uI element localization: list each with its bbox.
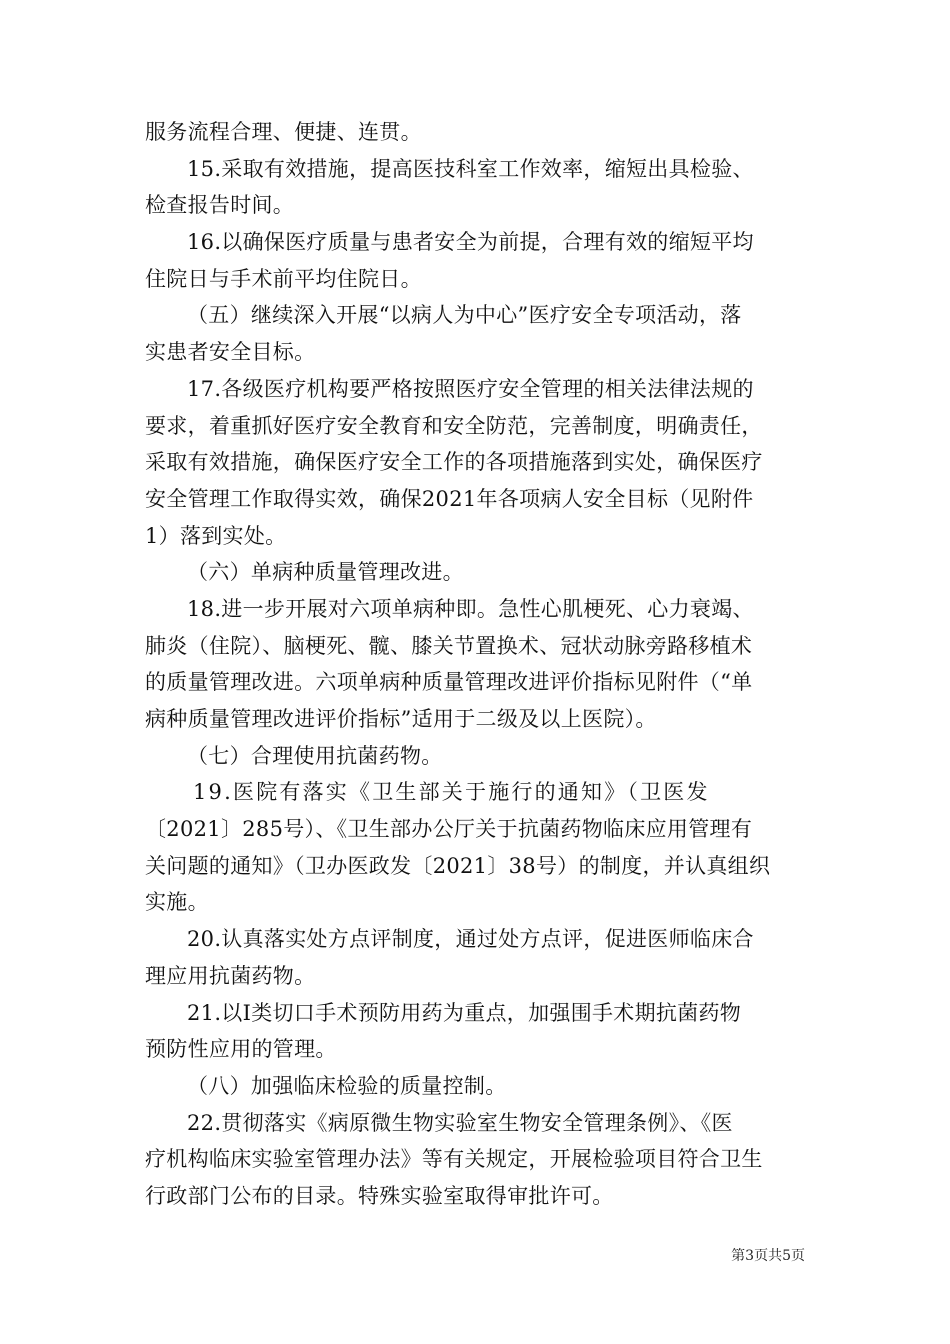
text-line: 的质量管理改进。六项单病种质量管理改进评价指标见附件（“单 bbox=[145, 670, 753, 695]
text-line: 实施。 bbox=[145, 890, 209, 915]
text-line: 肺炎（住院）、脑梗死、髋、膝关节置换术、冠状动脉旁路移植术 bbox=[145, 633, 753, 658]
document-body bbox=[145, 114, 807, 1215]
text-line: 15.采取有效措施，提高医技科室工作效率，缩短出具检验、 bbox=[187, 156, 754, 181]
text-line: 〔2021〕285号）、《卫生部办公厅关于抗菌药物临床应用管理有 bbox=[145, 817, 753, 842]
text-line: 行政部门公布的目录。特殊实验室取得审批许可。 bbox=[145, 1183, 614, 1208]
text-line: 检查报告时间。 bbox=[145, 193, 295, 218]
text-line: 安全管理工作取得实效，确保2021年各项病人安全目标（见附件 bbox=[145, 486, 754, 511]
text-line: 要求，着重抓好医疗安全教育和安全防范，完善制度，明确责任， bbox=[145, 413, 763, 438]
text-line: 住院日与手术前平均住院日。 bbox=[145, 266, 422, 291]
text-line: 疗机构临床实验室管理办法》等有关规定，开展检验项目符合卫生 bbox=[145, 1147, 763, 1172]
section-heading: （七）合理使用抗菌药物。 bbox=[187, 743, 443, 768]
section-heading: （八）加强临床检验的质量控制。 bbox=[187, 1073, 507, 1098]
text-line: 18.进一步开展对六项单病种即。急性心肌梗死、心力衰竭、 bbox=[187, 596, 754, 621]
text-line: 服务流程合理、便捷、连贯。 bbox=[145, 120, 422, 144]
section-heading: （六）单病种质量管理改进。 bbox=[187, 560, 464, 585]
text-line: 预防性应用的管理。 bbox=[145, 1037, 337, 1062]
text-line: 22.贯彻落实《病原微生物实验室生物安全管理条例》、《医 bbox=[187, 1110, 733, 1135]
text-line: 实患者安全目标。 bbox=[145, 340, 316, 365]
text-line: 17.各级医疗机构要严格按照医疗安全管理的相关法律法规的 bbox=[187, 376, 754, 401]
text-line: 病种质量管理改进评价指标”适用于二级及以上医院）。 bbox=[145, 707, 657, 731]
text-line: 20.认真落实处方点评制度，通过处方点评，促进医师临床合 bbox=[187, 927, 754, 952]
text-line: 关问题的通知》（卫办医政发〔2021〕38号）的制度，并认真组织 bbox=[145, 853, 771, 878]
text-line: 16.以确保医疗质量与患者安全为前提，合理有效的缩短平均 bbox=[187, 230, 754, 255]
text-line: 理应用抗菌药物。 bbox=[145, 963, 316, 988]
text-line: 采取有效措施，确保医疗安全工作的各项措施落到实处，确保医疗 bbox=[145, 450, 763, 475]
text-line: 19.医院有落实《卫生部关于施行的通知》（卫医发 bbox=[193, 780, 710, 805]
text-line: 1）落到实处。 bbox=[145, 523, 287, 548]
page-number: 第3页共5页 bbox=[731, 1248, 805, 1264]
section-heading: （五）继续深入开展“以病人为中心”医疗安全专项活动，落 bbox=[187, 303, 742, 328]
text-line: 21.以Ⅰ类切口手术预防用药为重点，加强围手术期抗菌药物 bbox=[187, 1000, 742, 1025]
